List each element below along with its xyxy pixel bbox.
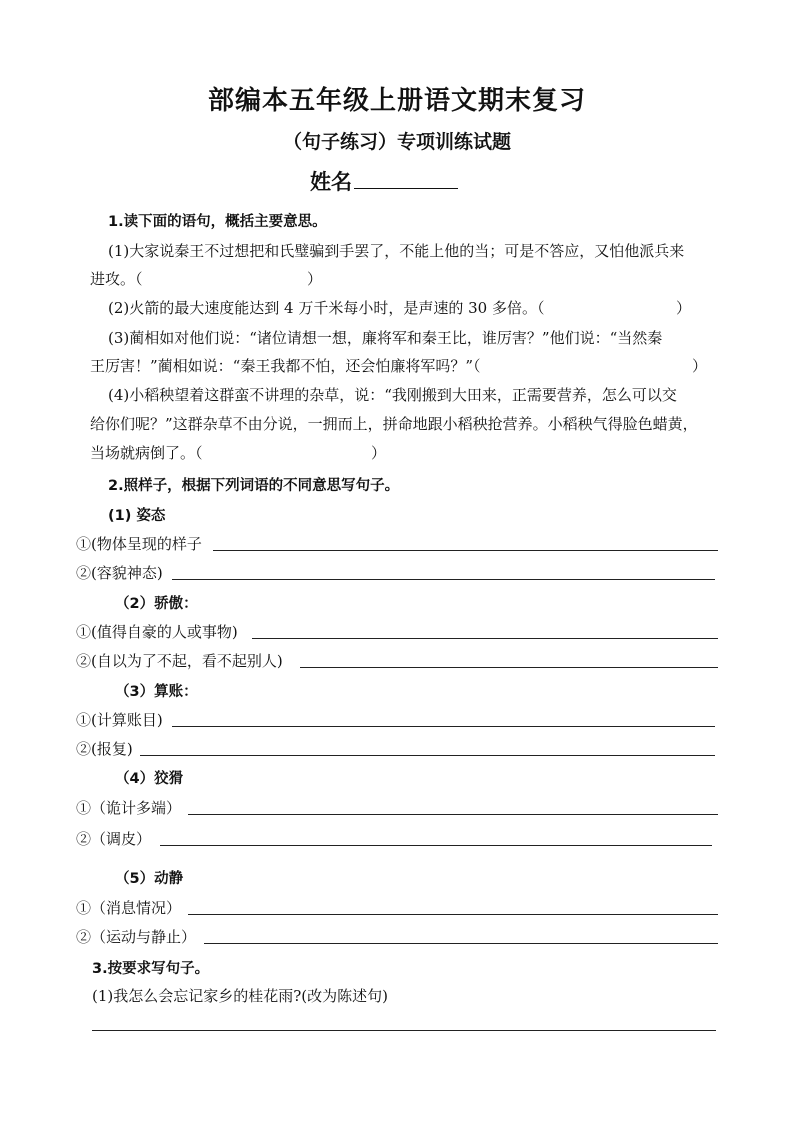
page-subtitle: （句子练习）专项训练试题 [282, 131, 511, 153]
q2-word-3-sense-2: ②(报复) [76, 740, 133, 758]
q1-item-3-line-2: 王厉害！”蔺相如说：“秦王我都不怕，还会怕廉将军吗？”（ [90, 357, 481, 375]
answer-line[interactable] [160, 845, 712, 846]
q1-heading: 1.读下面的语句，概括主要意思。 [108, 214, 327, 230]
q1-item-3-line-1: (3)蔺相如对他们说：“诸位请想一想，廉将军和秦王比，谁厉害？”他们说：“当然秦 [108, 329, 663, 347]
q2-word-5-sense-2: ②（运动与静止） [76, 928, 197, 946]
q2-word-5: （5）动静 [115, 871, 184, 887]
answer-line[interactable] [204, 943, 718, 944]
q1-item-2-answer-close: ） [676, 299, 692, 317]
answer-line[interactable] [172, 579, 715, 580]
answer-line[interactable] [172, 726, 715, 727]
page-title: 部编本五年级上册语文期末复习 [207, 86, 586, 116]
q2-word-3: （3）算账： [115, 684, 198, 700]
name-blank[interactable] [354, 170, 458, 189]
answer-line[interactable] [300, 667, 718, 668]
answer-line[interactable] [252, 638, 718, 639]
answer-line[interactable] [213, 550, 718, 551]
q2-word-1-sense-2: ②(容貌神态) [76, 564, 163, 582]
q2-word-2-sense-1: ①(值得自豪的人或事物) [76, 623, 238, 641]
q1-item-4-line-2: 给你们呢？”这群杂草不由分说，一拥而上，拼命地跟小稻秧抢营养。小稻秧气得脸色蜡黄， [90, 415, 698, 433]
q2-heading: 2.照样子，根据下列词语的不同意思写句子。 [108, 478, 400, 494]
name-label: 姓名 [310, 170, 352, 194]
q2-word-4-sense-1: ①（诡计多端） [76, 799, 182, 817]
q2-word-3-sense-1: ①(计算账目) [76, 711, 163, 729]
q1-item-4-line-1: (4)小稻秧望着这群蛮不讲理的杂草，说：“我刚搬到大田来，正需要营养，怎么可以交 [108, 386, 677, 404]
q2-word-2-sense-2: ②(自以为了不起，看不起别人) [76, 652, 283, 670]
q1-item-4-line-3: 当场就病倒了。（ [90, 444, 203, 462]
answer-line[interactable] [188, 914, 718, 915]
answer-line[interactable] [188, 814, 718, 815]
q2-word-4: （4）狡猾 [115, 771, 184, 787]
name-field [310, 166, 458, 196]
q3-item-1: (1)我怎么会忘记家乡的桂花雨?(改为陈述句) [92, 987, 388, 1005]
q2-word-2: （2）骄傲： [115, 596, 198, 612]
q2-word-5-sense-1: ①（消息情况） [76, 899, 182, 917]
q1-item-1-answer-close: ） [307, 270, 323, 288]
q1-item-4-answer-close: ） [371, 444, 387, 462]
q3-heading: 3.按要求写句子。 [92, 961, 210, 977]
q1-item-3-answer-close: ） [692, 357, 708, 375]
q2-word-1-sense-1: ①(物体呈现的样子 [76, 535, 202, 553]
q1-item-2-line-1: (2)火箭的最大速度能达到 4 万千米每小时，是声速的 30 多倍。（ [108, 299, 545, 317]
q1-item-1-line-2: 进攻。（ [90, 270, 143, 288]
q1-item-1-line-1: (1)大家说秦王不过想把和氏璧骗到手罢了，不能上他的当；可是不答应，又怕他派兵来 [108, 242, 685, 260]
q2-word-1: (1) 姿态 [108, 508, 166, 524]
q2-word-4-sense-2: ②（调皮） [76, 830, 152, 848]
answer-line[interactable] [140, 755, 715, 756]
answer-line[interactable] [92, 1030, 716, 1031]
